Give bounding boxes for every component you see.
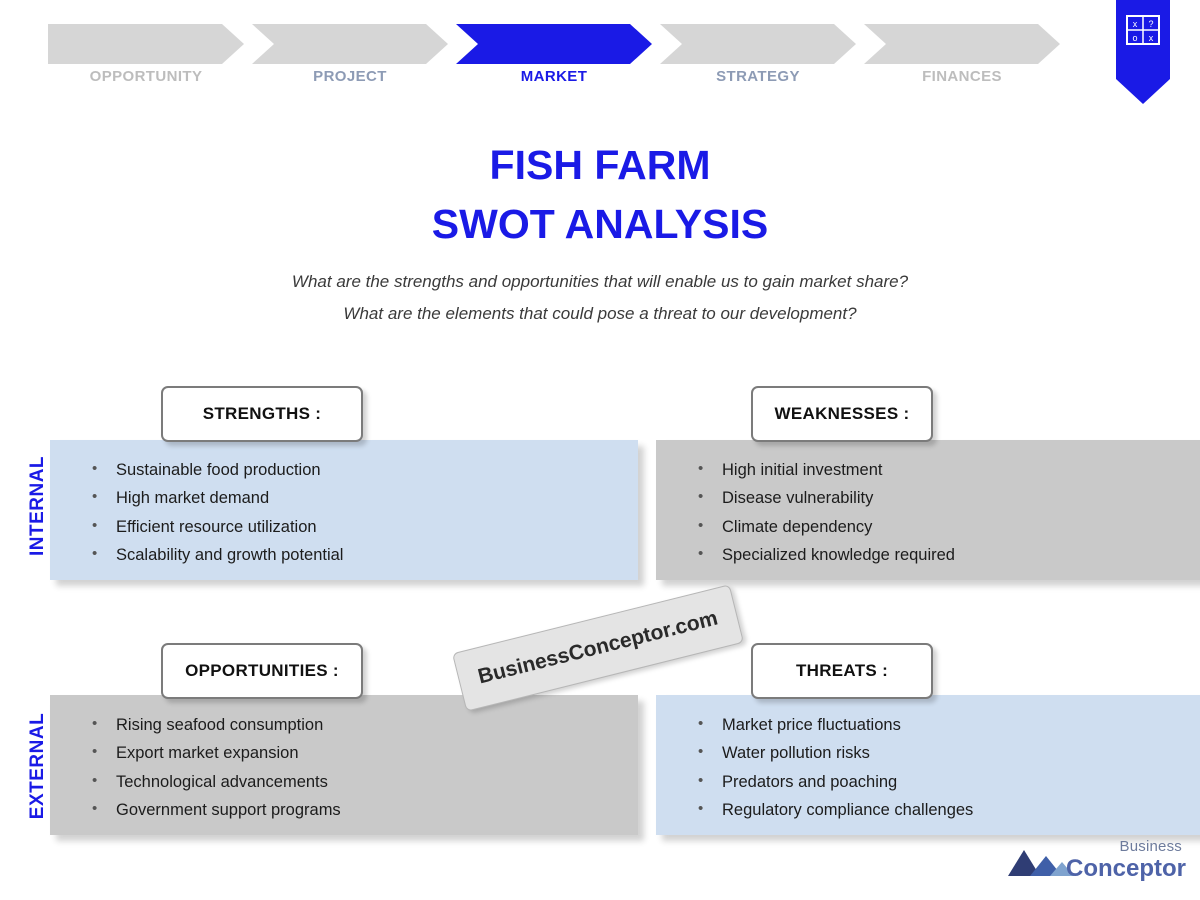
svg-text:o: o	[1132, 33, 1138, 43]
step-chevron-shape	[456, 24, 652, 64]
step-label-project: PROJECT	[313, 68, 387, 85]
list-item: • Disease vulnerability	[690, 484, 1200, 512]
step-project[interactable]	[252, 24, 448, 85]
list-item: • Export market expansion	[84, 739, 638, 767]
svg-text:x: x	[1132, 19, 1138, 29]
heading-weaknesses: WEAKNESSES :	[751, 386, 933, 442]
step-market[interactable]	[456, 24, 652, 85]
subtitle-line1: What are the strengths and opportunities that will enable us to gain market share?	[291, 272, 909, 291]
list-item: • Market price fluctuations	[690, 711, 1200, 739]
svg-text:?: ?	[1148, 19, 1154, 29]
list-item: • Rising seafood consumption	[84, 711, 638, 739]
step-label-market: MARKET	[520, 68, 588, 85]
list-item: • Sustainable food production	[84, 456, 638, 484]
opportunities-list	[50, 695, 638, 825]
list-item: • High market demand	[84, 484, 638, 512]
list-item: • Efficient resource utilization	[84, 513, 638, 541]
step-finances[interactable]	[864, 24, 1060, 85]
quadrant-opportunities	[50, 695, 638, 835]
footer-logo	[1006, 836, 1186, 890]
list-item: • Climate dependency	[690, 513, 1200, 541]
list-item: • Predators and poaching	[690, 768, 1200, 796]
page-title-line2: SWOT ANALYSIS	[431, 201, 769, 248]
strengths-list	[50, 440, 638, 570]
watermark-ribbon: BusinessConceptor.com	[452, 584, 744, 711]
heading-strengths: STRENGTHS :	[161, 386, 363, 442]
list-item: • Water pollution risks	[690, 739, 1200, 767]
logo-line1: Business	[1119, 838, 1182, 855]
step-chevron-shape	[252, 24, 448, 64]
list-item: • Government support programs	[84, 796, 638, 824]
axis-label-internal: INTERNAL	[27, 455, 48, 557]
heading-opportunities: OPPORTUNITIES :	[161, 643, 363, 699]
page-title-line1: FISH FARM	[489, 142, 711, 188]
page-subtitle	[0, 266, 1200, 331]
axis-label-external: EXTERNAL	[27, 712, 48, 820]
list-item: • Technological advancements	[84, 768, 638, 796]
svg-text:x: x	[1148, 33, 1154, 43]
list-item: • Specialized knowledge required	[690, 541, 1200, 569]
quadrant-strengths	[50, 440, 638, 580]
step-opportunity[interactable]	[48, 24, 244, 85]
weaknesses-list	[656, 440, 1200, 570]
heading-threats: THREATS :	[751, 643, 933, 699]
step-label-strategy: STRATEGY	[716, 68, 800, 85]
threats-list	[656, 695, 1200, 825]
page-title	[0, 136, 1200, 255]
list-item: • Scalability and growth potential	[84, 541, 638, 569]
step-strategy[interactable]	[660, 24, 856, 85]
list-item: • Regulatory compliance challenges	[690, 796, 1200, 824]
quadrant-weaknesses	[656, 440, 1200, 580]
step-label-opportunity: OPPORTUNITY	[89, 68, 203, 85]
step-chevron-shape	[864, 24, 1060, 64]
step-label-finances: FINANCES	[922, 68, 1002, 85]
matrix-icon	[1125, 14, 1161, 46]
subtitle-line2: What are the elements that could pose a threat to our development?	[343, 304, 857, 324]
process-stepbar	[48, 24, 1068, 85]
matrix-badge	[1116, 0, 1170, 104]
logo-line2: Conceptor	[1066, 855, 1186, 882]
step-chevron-shape	[48, 24, 244, 64]
list-item: • High initial investment	[690, 456, 1200, 484]
step-chevron-shape	[660, 24, 856, 64]
quadrant-threats	[656, 695, 1200, 835]
